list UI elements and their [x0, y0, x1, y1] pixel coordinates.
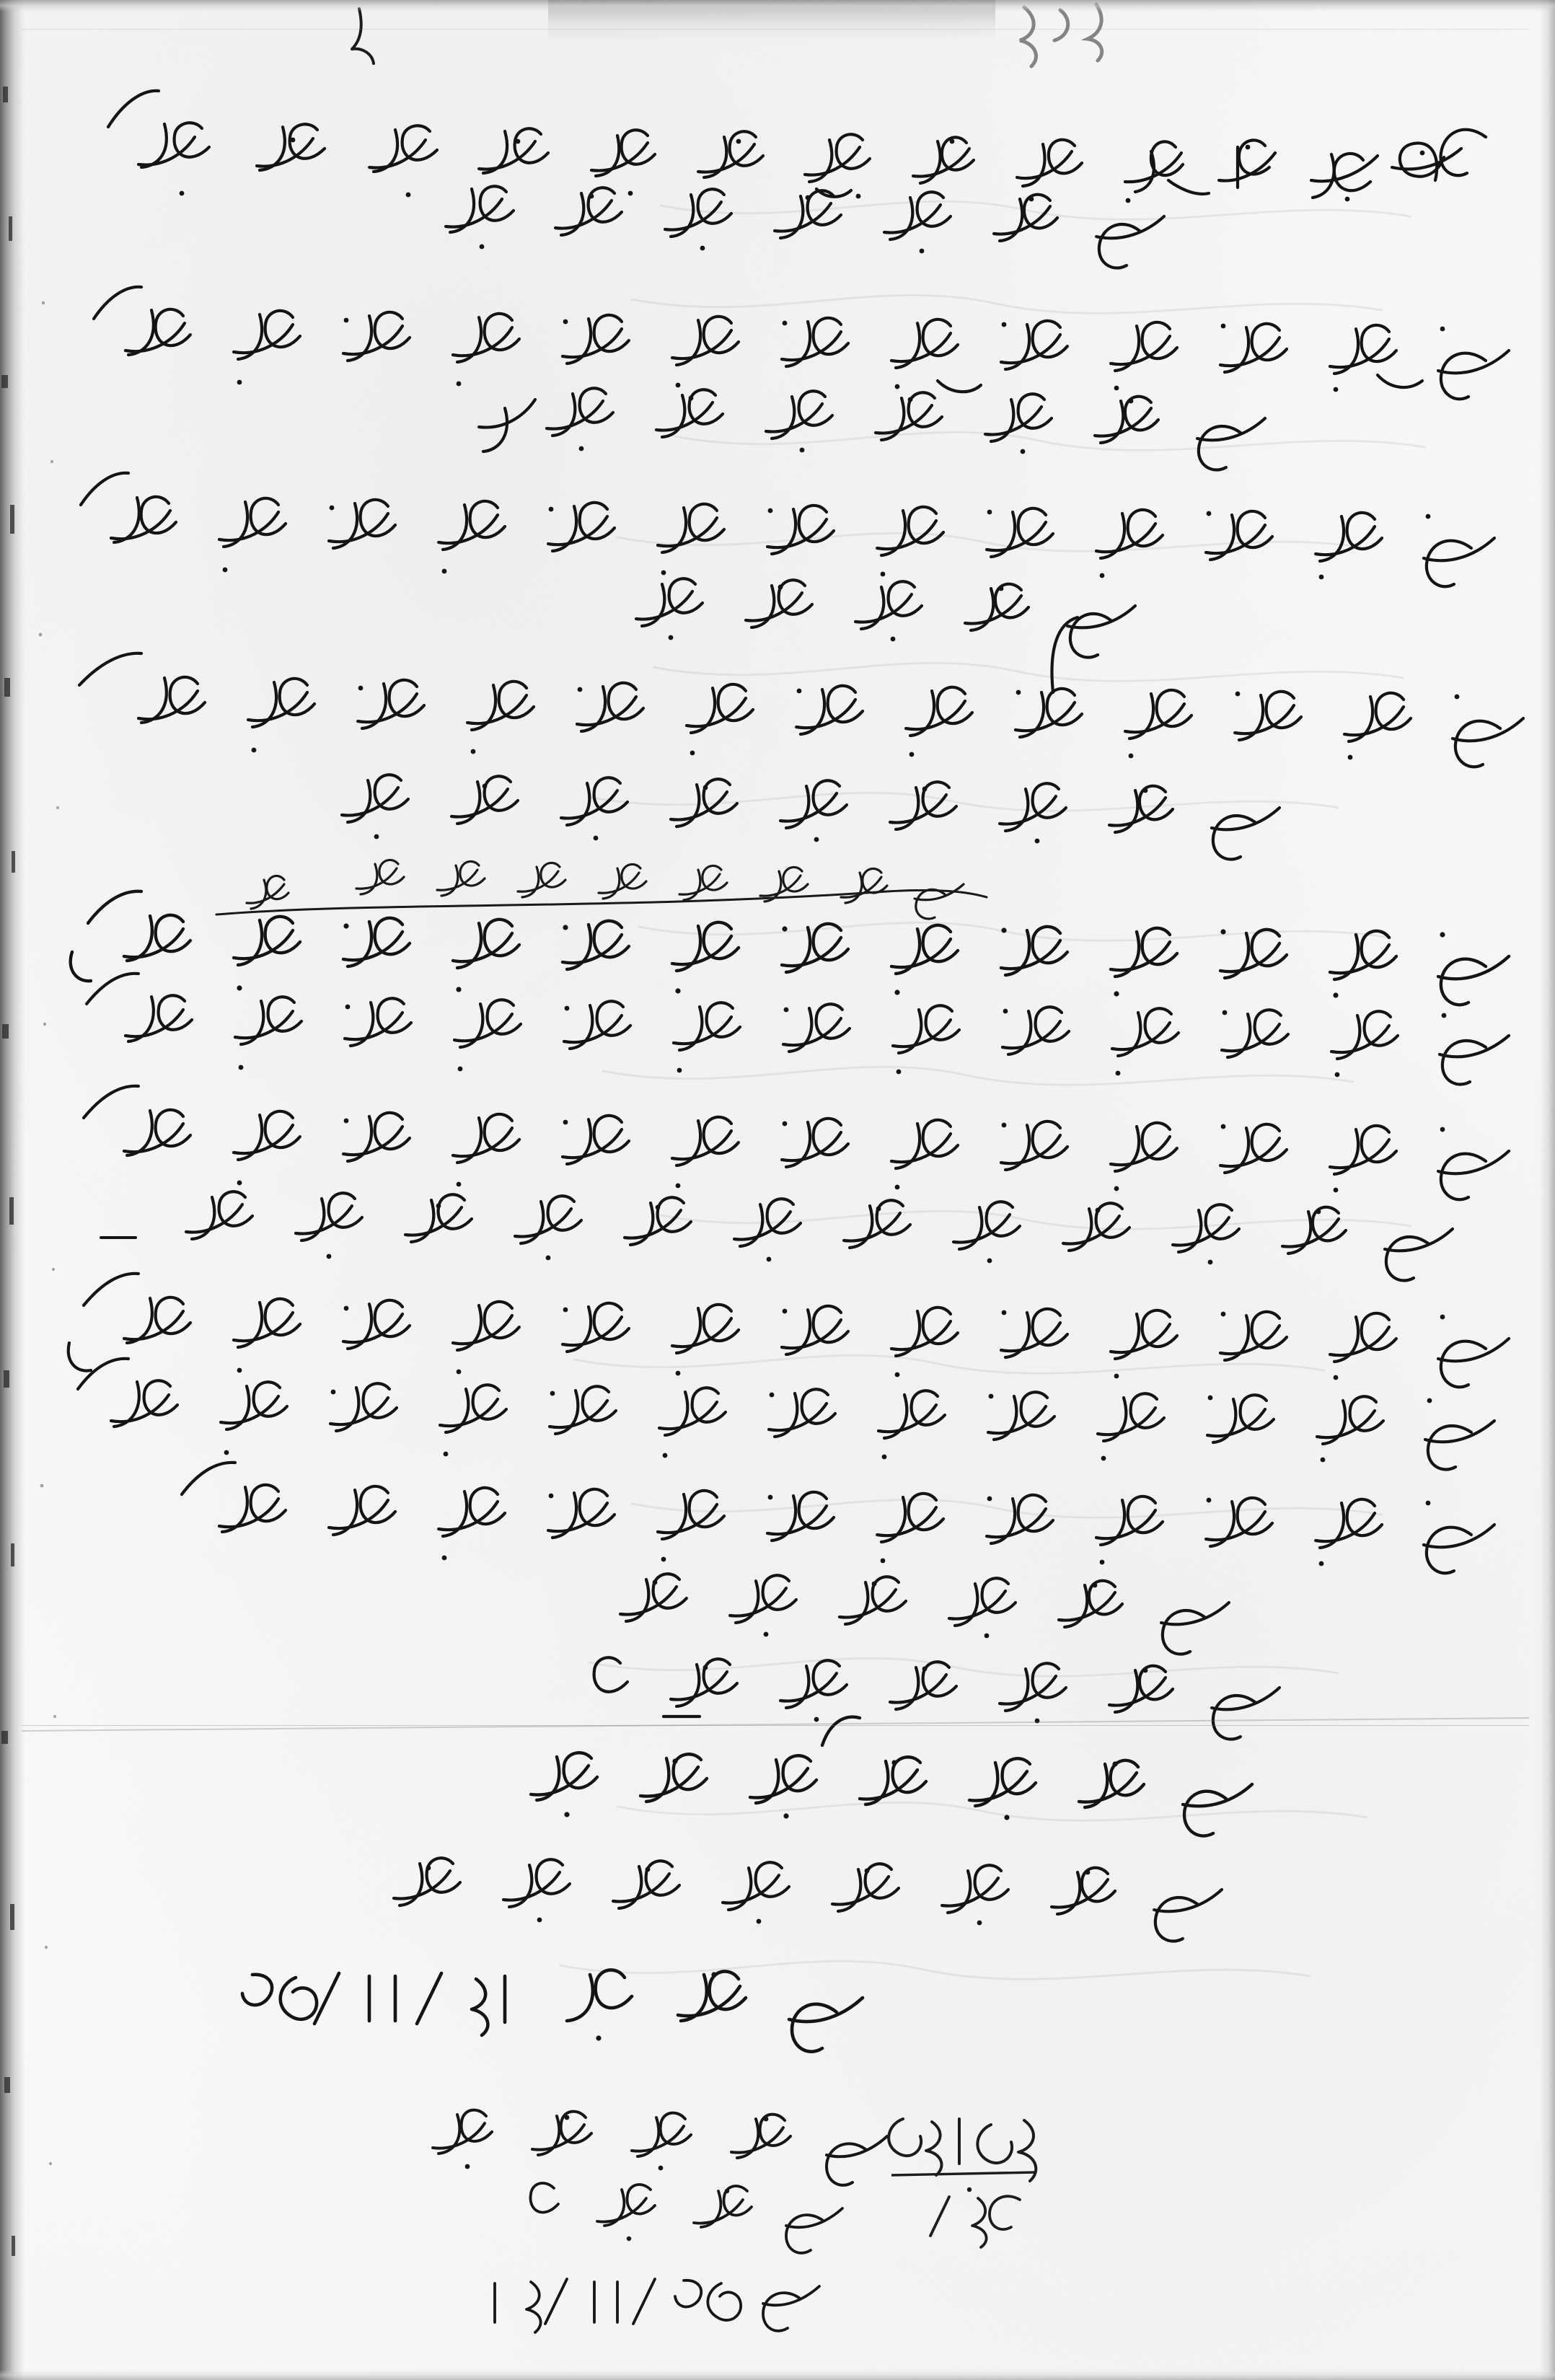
scan-edge-speckles	[0, 0, 29, 2380]
fold-crease-top	[22, 29, 1529, 30]
scan-edge-shadow-right	[1539, 0, 1555, 2380]
scan-edge-shadow-top	[0, 0, 1555, 12]
scan-edge-shadow-bottom	[0, 2370, 1555, 2380]
fold-crease	[22, 1725, 1529, 1726]
